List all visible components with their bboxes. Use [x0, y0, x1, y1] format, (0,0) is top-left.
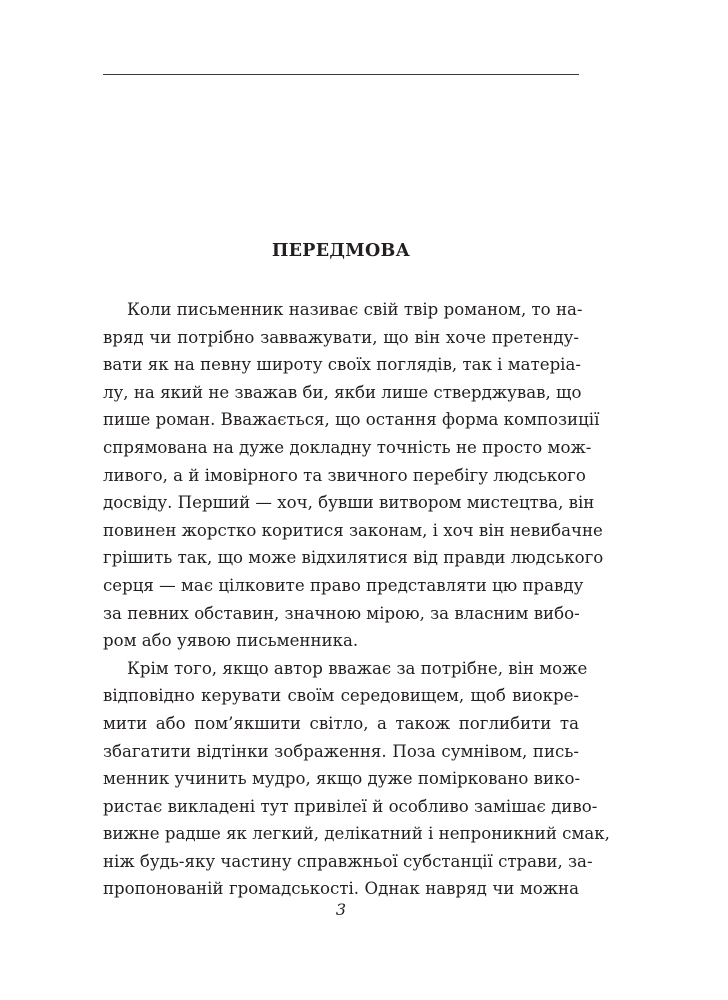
text-line: лу, на який не зважав би, якби лише стверджував, що [103, 382, 582, 402]
text-line: Коли письменник називає свій твір романом, то на- [127, 300, 583, 319]
paragraph-2 [103, 655, 610, 903]
text-line: пропонованій громадськості. Однак навряд чи можна [103, 879, 579, 899]
paragraph-1 [103, 296, 604, 655]
text-line: Крім того, якщо автор вважає за потрібне, він може [127, 658, 588, 678]
page-heading: ПЕРЕДМОВА [271, 241, 411, 261]
text-line: ливого, а й імовірного та звичного перебігу людського [103, 465, 586, 485]
text-line: відповідно керувати своїм середовищем, щоб виокре- [103, 686, 579, 706]
text-line: спрямована на дуже докладну точність не просто мож- [103, 437, 592, 457]
text-line: грішить так, що може відхилятися від правди людського [103, 548, 604, 568]
body-text [103, 296, 610, 903]
text-line: вати як на певну широту своїх поглядів, так і матеріа- [103, 355, 581, 375]
text-line: ром або уявою письменника. [103, 631, 359, 651]
text-line: ніж будь-яку частину справжньої субстанції страви, за- [103, 851, 593, 871]
text-line: досвіду. Перший — хоч, бувши витвором мистецтва, він [103, 493, 595, 513]
text-line: збагатити відтінки зображення. Поза сумнівом, пись- [103, 741, 579, 761]
text-line: вряд чи потрібно завважувати, що він хоче претенду- [103, 327, 579, 347]
text-line: за певних обставин, значною мірою, за власним вибо- [103, 603, 580, 623]
top-divider-rule [103, 74, 579, 75]
text-line: серця — має цілковите право представляти цю правду [103, 575, 584, 595]
text-line: повинен жорстко коритися законам, і хоч він невибачне [103, 520, 603, 540]
text-line: вижне радше як легкий, делікатний і непроникний смак, [103, 824, 610, 844]
text-line: мити або пом’якшити світло, а також поглибити та [103, 713, 579, 733]
page-number: 3 [335, 900, 347, 919]
text-line: менник учинить мудро, якщо дуже помірковано вико- [103, 769, 581, 789]
text-line: ристає викладені тут привілеї й особливо замішає диво- [103, 796, 598, 816]
text-line: пише роман. Вважається, що остання форма композиції [103, 410, 600, 430]
